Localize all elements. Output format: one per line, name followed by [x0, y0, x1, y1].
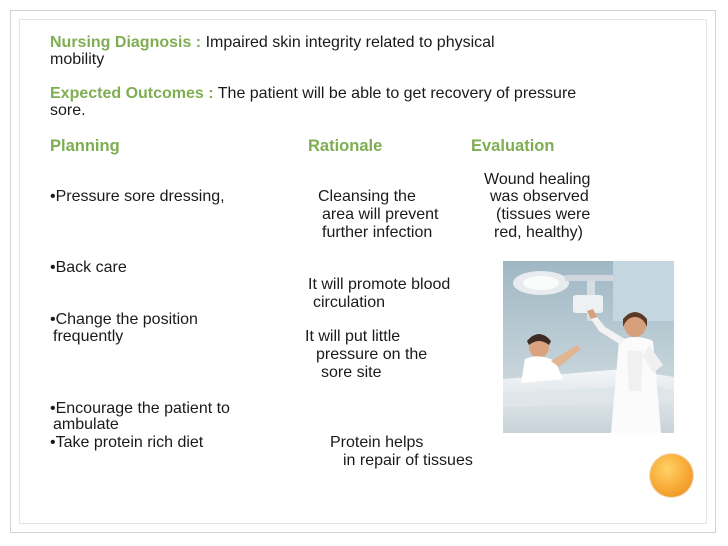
rationale-line: circulation: [313, 294, 386, 311]
diagnosis-line-1: [50, 34, 495, 52]
column-header-rationale: Rationale: [308, 137, 383, 155]
planning-item: •Pressure sore dressing,: [50, 188, 225, 205]
rationale-line: pressure on the: [316, 346, 428, 363]
planning-item: •Take protein rich diet: [50, 434, 204, 451]
rationale-line: Protein helps: [330, 434, 424, 451]
diagnosis-text-2: mobility: [50, 51, 105, 68]
planning-item-continued: ambulate: [53, 416, 119, 433]
column-header-planning: Planning: [50, 137, 120, 155]
diagnosis-text-1: Impaired skin integrity related to physical: [205, 34, 495, 51]
outcomes-text-1: The patient will be able to get recovery of pressure: [217, 85, 577, 102]
outcomes-line-1: [50, 85, 576, 103]
nurses-caring-for-patient-photo: [503, 261, 674, 433]
rationale-line: area will prevent: [322, 206, 439, 223]
decorative-orange-circle: [650, 454, 693, 497]
planning-item-continued: frequently: [53, 328, 124, 345]
evaluation-line: red, healthy): [494, 224, 583, 241]
outcomes-label: Expected Outcomes :: [50, 85, 214, 102]
diagnosis-label: Nursing Diagnosis :: [50, 34, 202, 51]
planning-item: •Encourage the patient to: [50, 400, 230, 417]
rationale-line: It will promote blood: [308, 276, 451, 293]
evaluation-line: was observed: [490, 188, 589, 205]
evaluation-line: (tissues were: [496, 206, 591, 223]
rationale-line: sore site: [321, 364, 382, 381]
planning-item: •Change the position: [50, 311, 198, 328]
rationale-line: further infection: [322, 224, 433, 241]
column-header-evaluation: Evaluation: [471, 137, 555, 155]
rationale-line: Cleansing the: [318, 188, 416, 205]
rationale-line: in repair of tissues: [343, 452, 473, 469]
outcomes-text-2: sore.: [50, 102, 86, 119]
rationale-line: It will put little: [305, 328, 401, 345]
planning-item: •Back care: [50, 259, 127, 276]
evaluation-line: Wound healing: [484, 171, 591, 188]
